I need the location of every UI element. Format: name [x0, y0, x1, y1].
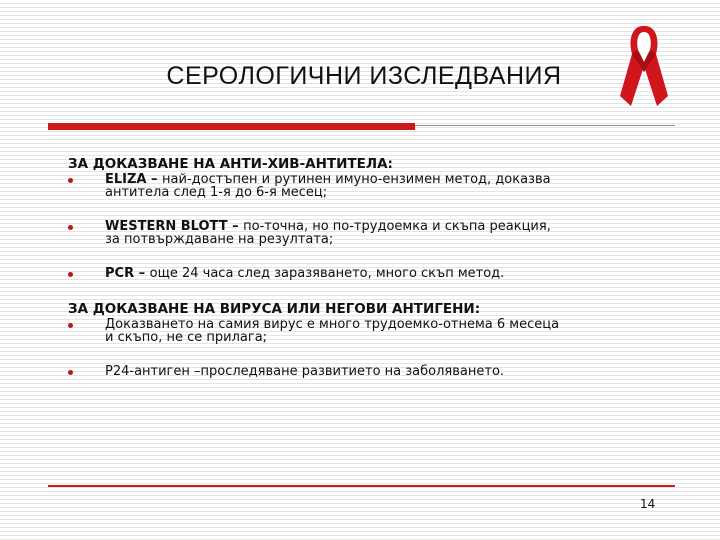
list-item-line: и скъпо, не се прилага; [105, 330, 268, 345]
footer-rule-red [48, 485, 675, 487]
section-heading-antibodies: ЗА ДОКАЗВАНЕ НА АНТИ-ХИВ-АНТИТЕЛА: [68, 156, 393, 172]
section-heading-virus: ЗА ДОКАЗВАНЕ НА ВИРУСА ИЛИ НЕГОВИ АНТИГЕНИ: [68, 301, 481, 317]
list-item-p24-antigen [68, 365, 688, 378]
list-item-term: PCR – [105, 266, 150, 281]
bullet-icon [68, 178, 73, 183]
list-item-line: антитела след 1-я до 6-я месец; [105, 185, 328, 200]
bullet-icon [68, 323, 73, 328]
list-item-term: WESTERN BLOTT – [105, 219, 244, 234]
aids-awareness-ribbon-icon [616, 20, 672, 112]
bullet-icon [68, 225, 73, 230]
list-item-line: за потвърждаване на резултата; [105, 232, 334, 247]
list-item-pcr [68, 267, 688, 280]
list-item-western-blott [68, 220, 688, 246]
list-item-virus-detection [68, 318, 688, 344]
list-item-line: Доказването на самия вирус е много трудоемко-отнема 6 месеца [105, 317, 560, 332]
slide-content [68, 157, 688, 378]
bullet-icon [68, 370, 73, 375]
list-item-text: по-точна, но по-трудоемка и скъпа реакция, [243, 219, 551, 234]
list-item-text: най-достъпен и рутинен имуно-ензимен метод, доказва [162, 172, 551, 187]
list-item-line: Р24-антиген –проследяване развитието на заболяването. [105, 364, 505, 379]
list-item-line [105, 267, 688, 280]
title-underline-gray [415, 125, 675, 126]
list-item-text: още 24 часа след заразяването, много скъп метод. [149, 266, 505, 281]
bullet-icon [68, 272, 73, 277]
list-item-term: ELIZA – [105, 172, 163, 187]
slide-title: СЕРОЛОГИЧНИ ИЗСЛЕДВАНИЯ [166, 62, 562, 90]
list-item-eliza [68, 173, 688, 199]
title-underline-red [48, 123, 415, 130]
page-number: 14 [640, 497, 656, 511]
